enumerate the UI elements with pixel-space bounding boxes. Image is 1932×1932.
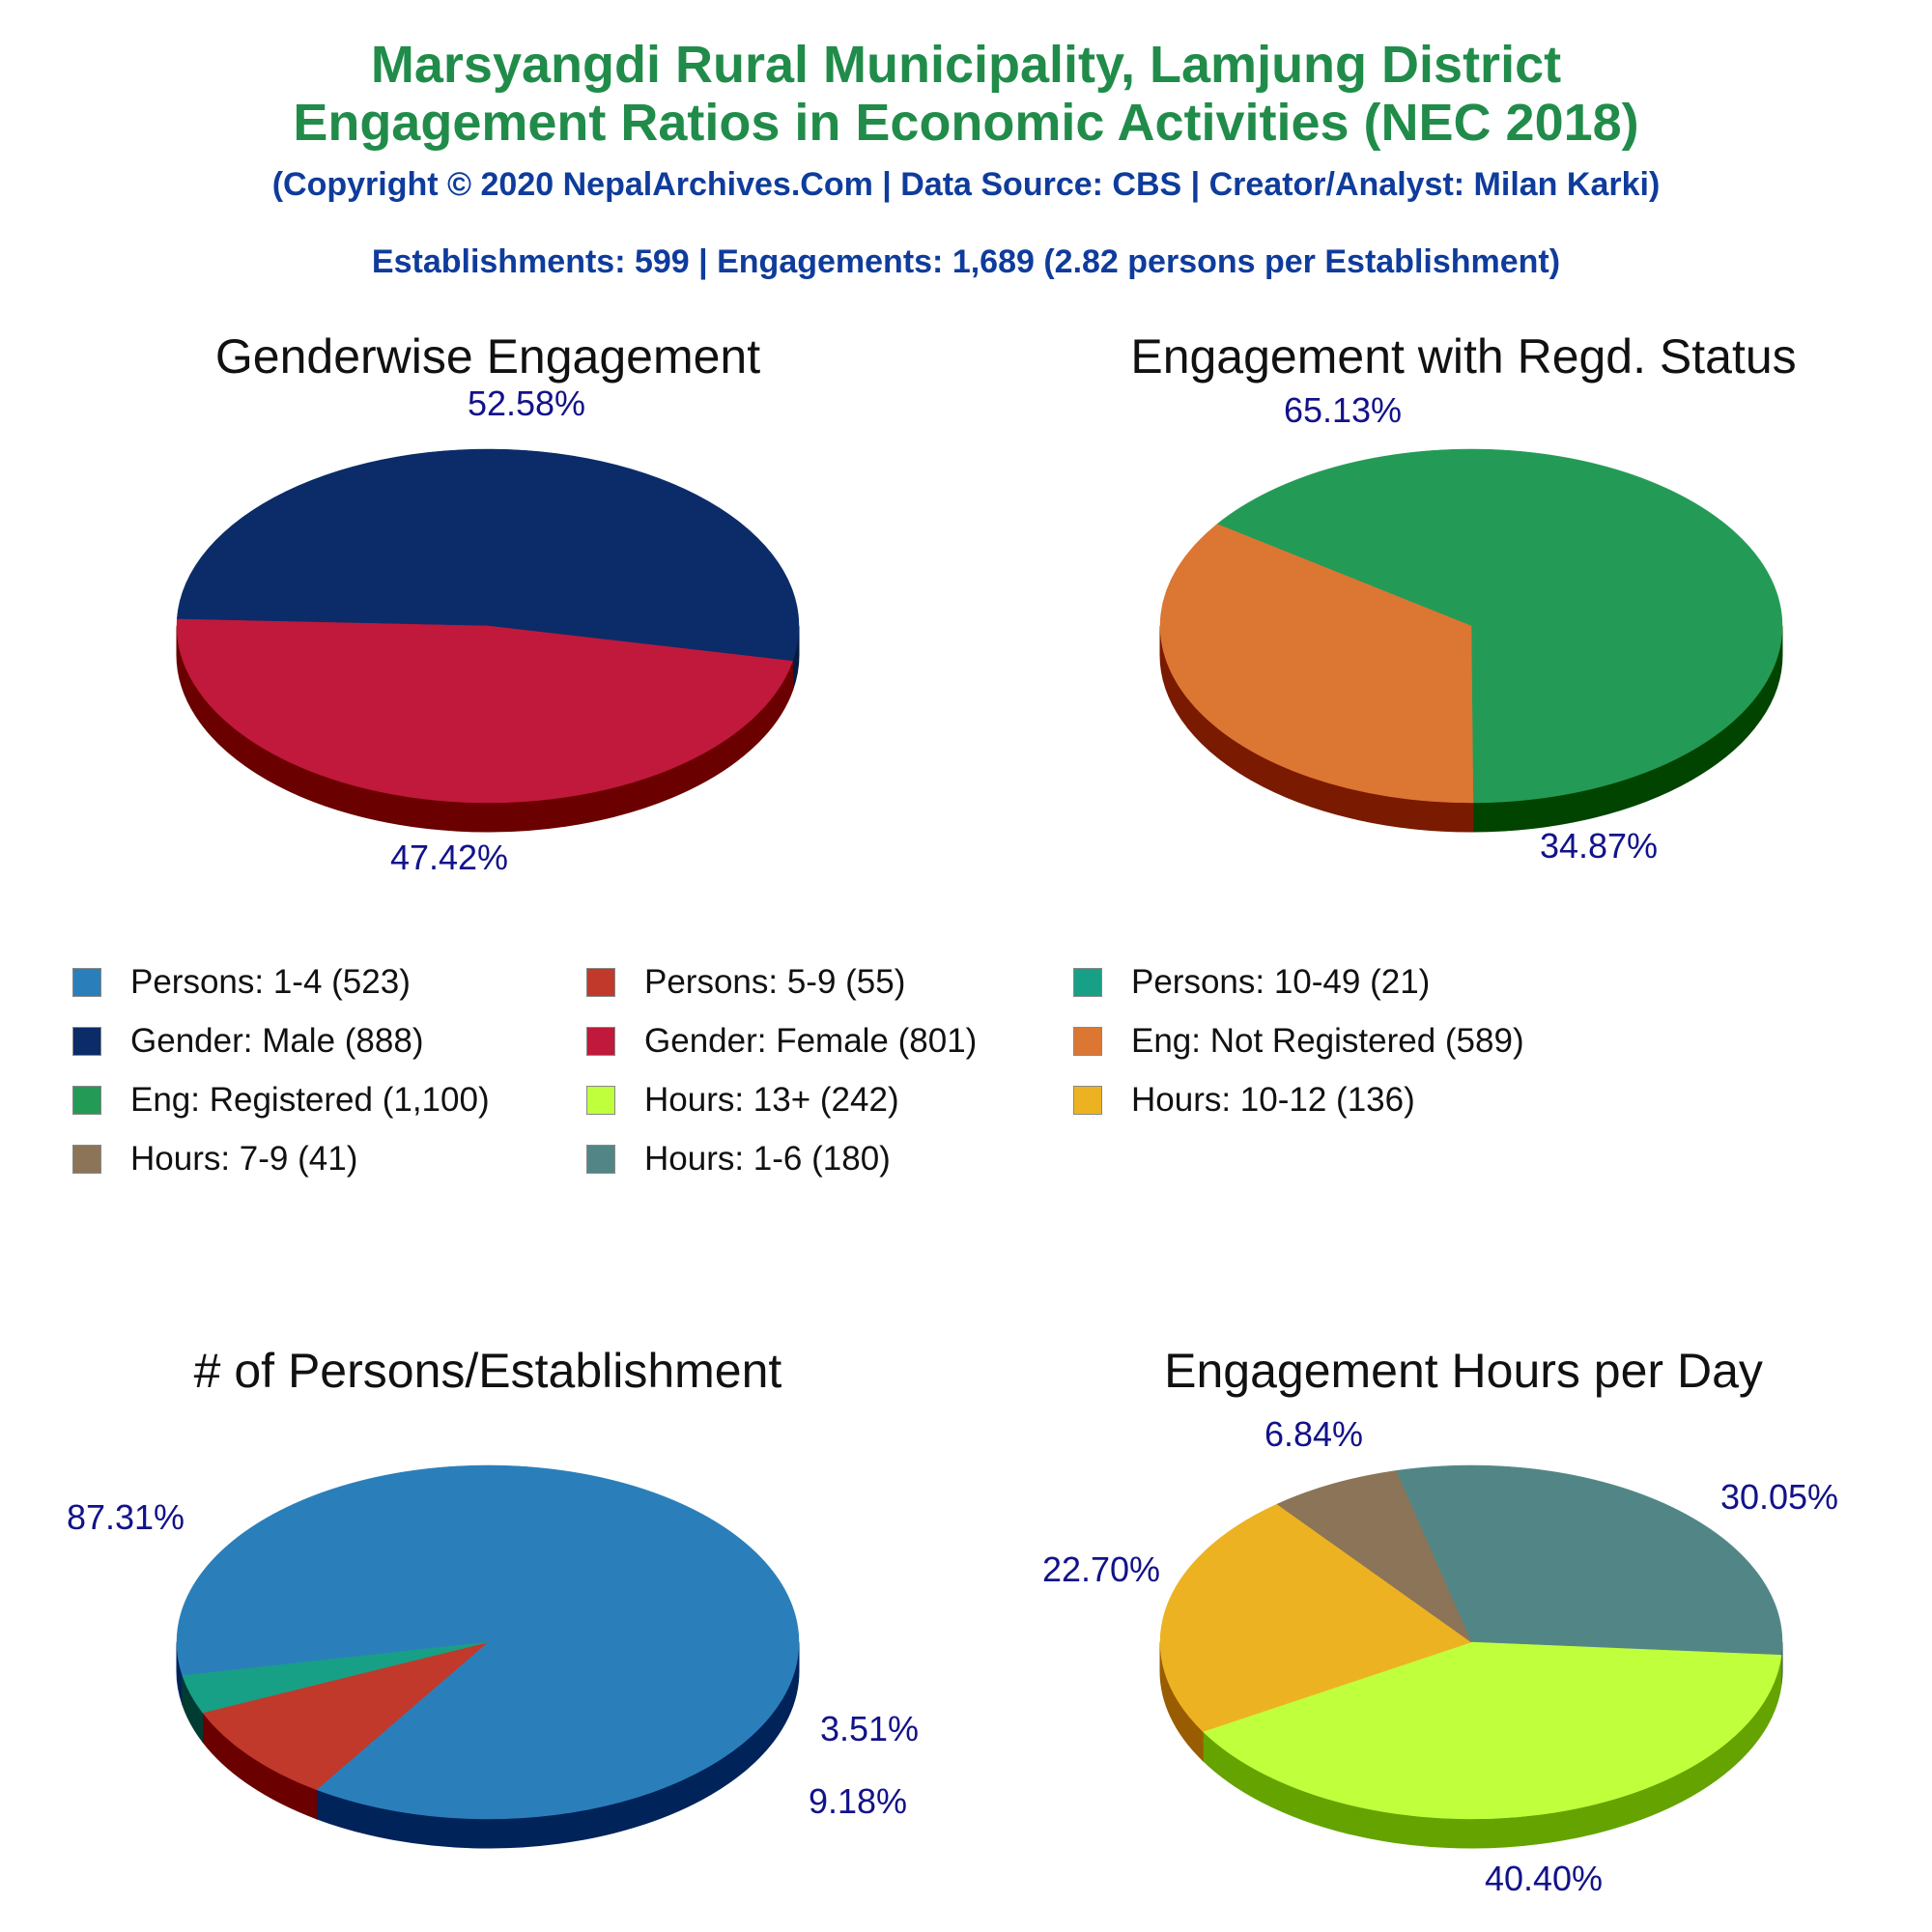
legend-item [1073,1079,1415,1122]
legend-item [586,1079,899,1122]
legend-swatch [586,1086,615,1115]
legend-label: Persons: 10-49 (21) [1131,963,1431,1001]
pie-slice-label: 87.31% [66,1497,185,1537]
pie-slice-label: 6.84% [1264,1414,1364,1454]
chart-title-line1: Marsyangdi Rural Municipality, Lamjung District [370,36,1562,94]
legend-label: Gender: Male (888) [130,1022,424,1060]
legend-swatch [586,1027,615,1056]
legend-item [72,1079,490,1122]
pie-slice-label: 52.58% [467,384,586,423]
legend-label: Eng: Registered (1,100) [130,1081,490,1119]
pie-group [67,1465,919,1848]
legend-item [72,1020,423,1063]
legend-label: Hours: 13+ (242) [644,1081,899,1119]
pie-title-persons: # of Persons/Establishment [193,1344,782,1398]
legend-swatch [1073,1027,1102,1056]
legend-label: Hours: 7-9 (41) [130,1140,358,1178]
pie-group [1042,1414,1838,1898]
legend-item [1073,1020,1524,1063]
legend-item [72,961,411,1004]
legend-label: Eng: Not Registered (589) [1131,1022,1524,1060]
pie-title-gender: Genderwise Engagement [214,329,761,384]
legend-swatch [1073,968,1102,997]
pie-slice-label: 9.18% [808,1781,908,1821]
legend-item [72,1138,357,1180]
legend-label: Hours: 10-12 (136) [1131,1081,1415,1119]
legend-label: Persons: 1-4 (523) [130,963,411,1001]
pie-group [177,384,799,877]
pie-group [1160,390,1782,866]
legend-label: Persons: 5-9 (55) [644,963,906,1001]
chart-title-line2: Engagement Ratios in Economic Activities (NEC 2018) [293,94,1639,152]
legend-swatch [1073,1086,1102,1115]
legend-item [1073,961,1430,1004]
pie-title-registration: Engagement with Regd. Status [1130,329,1797,384]
legend-item [586,1020,977,1063]
legend-swatch [72,1145,101,1174]
legend-swatch [586,968,615,997]
legend-swatch [72,968,101,997]
pie-slice-label: 34.87% [1539,826,1659,866]
legend-swatch [586,1145,615,1174]
pie-slice-label: 65.13% [1283,390,1403,430]
legend-item [586,961,905,1004]
legend-swatch [72,1086,101,1115]
pie-slice-label: 22.70% [1041,1549,1161,1589]
pie-slice-label: 3.51% [819,1709,920,1748]
pie-slice-label: 40.40% [1484,1859,1604,1898]
copyright-subtitle: (Copyright © 2020 NepalArchives.Com | Data Source: CBS | Creator/Analyst: Milan Karki) [271,166,1661,203]
pie-title-hours: Engagement Hours per Day [1164,1344,1763,1398]
summary-subtitle: Establishments: 599 | Engagements: 1,689 (2.82 persons per Establishment) [371,243,1561,280]
pie-slice-label: 47.42% [389,838,509,877]
pie-slice-label: 30.05% [1719,1477,1839,1517]
legend-label: Hours: 1-6 (180) [644,1140,891,1178]
legend-item [586,1138,891,1180]
legend-label: Gender: Female (801) [644,1022,978,1060]
legend-swatch [72,1027,101,1056]
